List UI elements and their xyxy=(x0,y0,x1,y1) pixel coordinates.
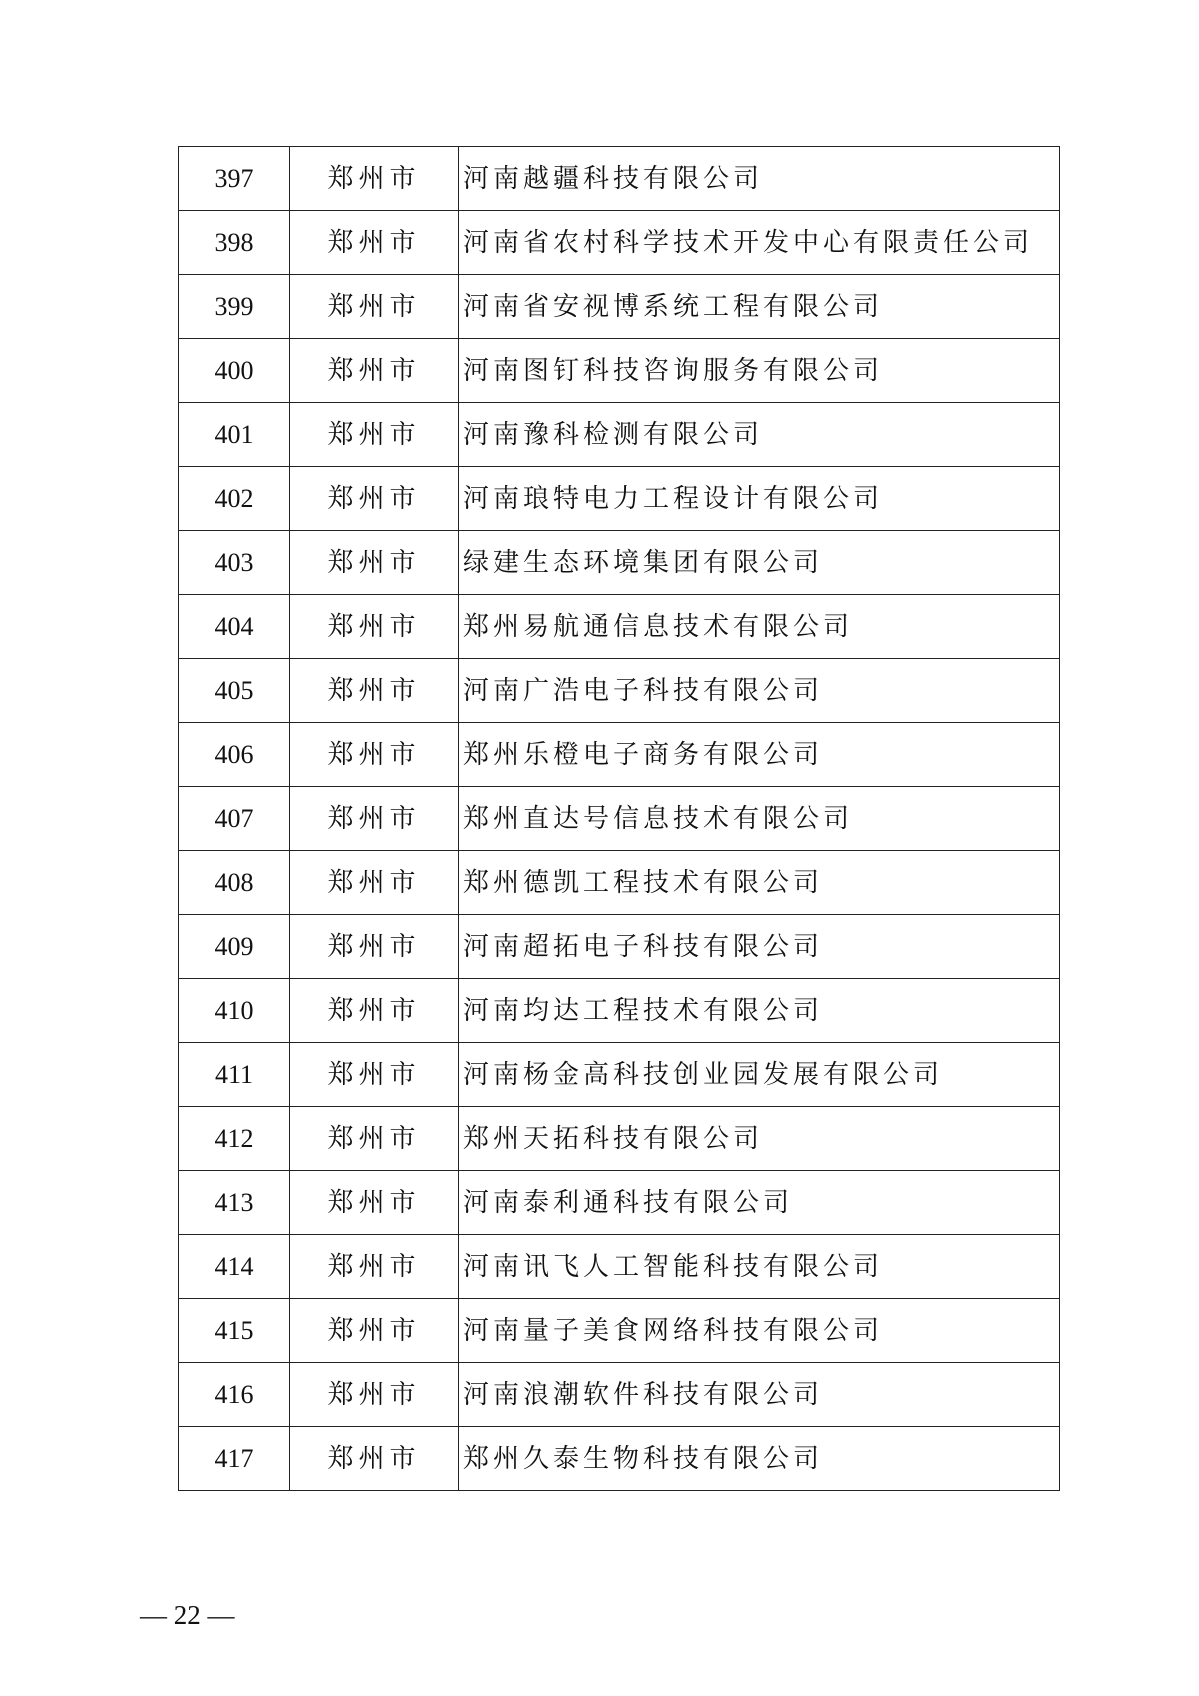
company-name-cell: 河南广浩电子科技有限公司 xyxy=(459,659,1060,723)
table-row xyxy=(179,1171,1060,1235)
city-cell: 郑州市 xyxy=(290,915,459,979)
table-row xyxy=(179,1363,1060,1427)
company-name-cell: 郑州德凯工程技术有限公司 xyxy=(459,851,1060,915)
table-row xyxy=(179,531,1060,595)
company-name-cell: 河南浪潮软件科技有限公司 xyxy=(459,1363,1060,1427)
row-number-cell: 416 xyxy=(179,1363,290,1427)
row-number-cell: 401 xyxy=(179,403,290,467)
row-number-cell: 405 xyxy=(179,659,290,723)
page-number: — 22 — xyxy=(140,1600,235,1630)
table-row xyxy=(179,147,1060,211)
table-row xyxy=(179,275,1060,339)
table-row xyxy=(179,723,1060,787)
city-cell: 郑州市 xyxy=(290,979,459,1043)
row-number-cell: 397 xyxy=(179,147,290,211)
row-number-cell: 408 xyxy=(179,851,290,915)
table-row xyxy=(179,787,1060,851)
table-row xyxy=(179,659,1060,723)
table-row xyxy=(179,211,1060,275)
company-name-cell: 河南省安视博系统工程有限公司 xyxy=(459,275,1060,339)
company-name-cell: 河南均达工程技术有限公司 xyxy=(459,979,1060,1043)
row-number-cell: 407 xyxy=(179,787,290,851)
city-cell: 郑州市 xyxy=(290,531,459,595)
city-cell: 郑州市 xyxy=(290,851,459,915)
company-name-cell: 河南琅特电力工程设计有限公司 xyxy=(459,467,1060,531)
row-number-cell: 404 xyxy=(179,595,290,659)
city-cell: 郑州市 xyxy=(290,1363,459,1427)
table-row xyxy=(179,979,1060,1043)
row-number-cell: 403 xyxy=(179,531,290,595)
table-row xyxy=(179,467,1060,531)
table-row xyxy=(179,915,1060,979)
row-number-cell: 400 xyxy=(179,339,290,403)
row-number-cell: 406 xyxy=(179,723,290,787)
row-number-cell: 413 xyxy=(179,1171,290,1235)
company-name-cell: 郑州直达号信息技术有限公司 xyxy=(459,787,1060,851)
city-cell: 郑州市 xyxy=(290,1043,459,1107)
row-number-cell: 412 xyxy=(179,1107,290,1171)
city-cell: 郑州市 xyxy=(290,787,459,851)
city-cell: 郑州市 xyxy=(290,1107,459,1171)
table-row xyxy=(179,339,1060,403)
city-cell: 郑州市 xyxy=(290,339,459,403)
company-name-cell: 河南图钉科技咨询服务有限公司 xyxy=(459,339,1060,403)
table-row xyxy=(179,851,1060,915)
company-name-cell: 河南豫科检测有限公司 xyxy=(459,403,1060,467)
company-name-cell: 郑州乐橙电子商务有限公司 xyxy=(459,723,1060,787)
company-name-cell: 河南超拓电子科技有限公司 xyxy=(459,915,1060,979)
company-name-cell: 河南量子美食网络科技有限公司 xyxy=(459,1299,1060,1363)
city-cell: 郑州市 xyxy=(290,1171,459,1235)
company-name-cell: 郑州久泰生物科技有限公司 xyxy=(459,1427,1060,1491)
row-number-cell: 417 xyxy=(179,1427,290,1491)
table-row xyxy=(179,1043,1060,1107)
city-cell: 郑州市 xyxy=(290,1427,459,1491)
city-cell: 郑州市 xyxy=(290,1235,459,1299)
table-body xyxy=(179,147,1060,1491)
city-cell: 郑州市 xyxy=(290,403,459,467)
row-number-cell: 399 xyxy=(179,275,290,339)
city-cell: 郑州市 xyxy=(290,147,459,211)
row-number-cell: 415 xyxy=(179,1299,290,1363)
table-row xyxy=(179,1235,1060,1299)
table-row xyxy=(179,1427,1060,1491)
company-name-cell: 河南越疆科技有限公司 xyxy=(459,147,1060,211)
row-number-cell: 411 xyxy=(179,1043,290,1107)
company-name-cell: 河南杨金高科技创业园发展有限公司 xyxy=(459,1043,1060,1107)
table-row xyxy=(179,1107,1060,1171)
row-number-cell: 398 xyxy=(179,211,290,275)
company-name-cell: 河南讯飞人工智能科技有限公司 xyxy=(459,1235,1060,1299)
table-row xyxy=(179,1299,1060,1363)
city-cell: 郑州市 xyxy=(290,211,459,275)
row-number-cell: 414 xyxy=(179,1235,290,1299)
city-cell: 郑州市 xyxy=(290,275,459,339)
row-number-cell: 410 xyxy=(179,979,290,1043)
company-list-table xyxy=(178,146,1060,1491)
table-row xyxy=(179,403,1060,467)
city-cell: 郑州市 xyxy=(290,467,459,531)
company-name-cell: 河南泰利通科技有限公司 xyxy=(459,1171,1060,1235)
row-number-cell: 402 xyxy=(179,467,290,531)
city-cell: 郑州市 xyxy=(290,659,459,723)
city-cell: 郑州市 xyxy=(290,723,459,787)
company-name-cell: 绿建生态环境集团有限公司 xyxy=(459,531,1060,595)
row-number-cell: 409 xyxy=(179,915,290,979)
city-cell: 郑州市 xyxy=(290,1299,459,1363)
company-name-cell: 郑州易航通信息技术有限公司 xyxy=(459,595,1060,659)
company-name-cell: 郑州天拓科技有限公司 xyxy=(459,1107,1060,1171)
table-row xyxy=(179,595,1060,659)
city-cell: 郑州市 xyxy=(290,595,459,659)
company-name-cell: 河南省农村科学技术开发中心有限责任公司 xyxy=(459,211,1060,275)
